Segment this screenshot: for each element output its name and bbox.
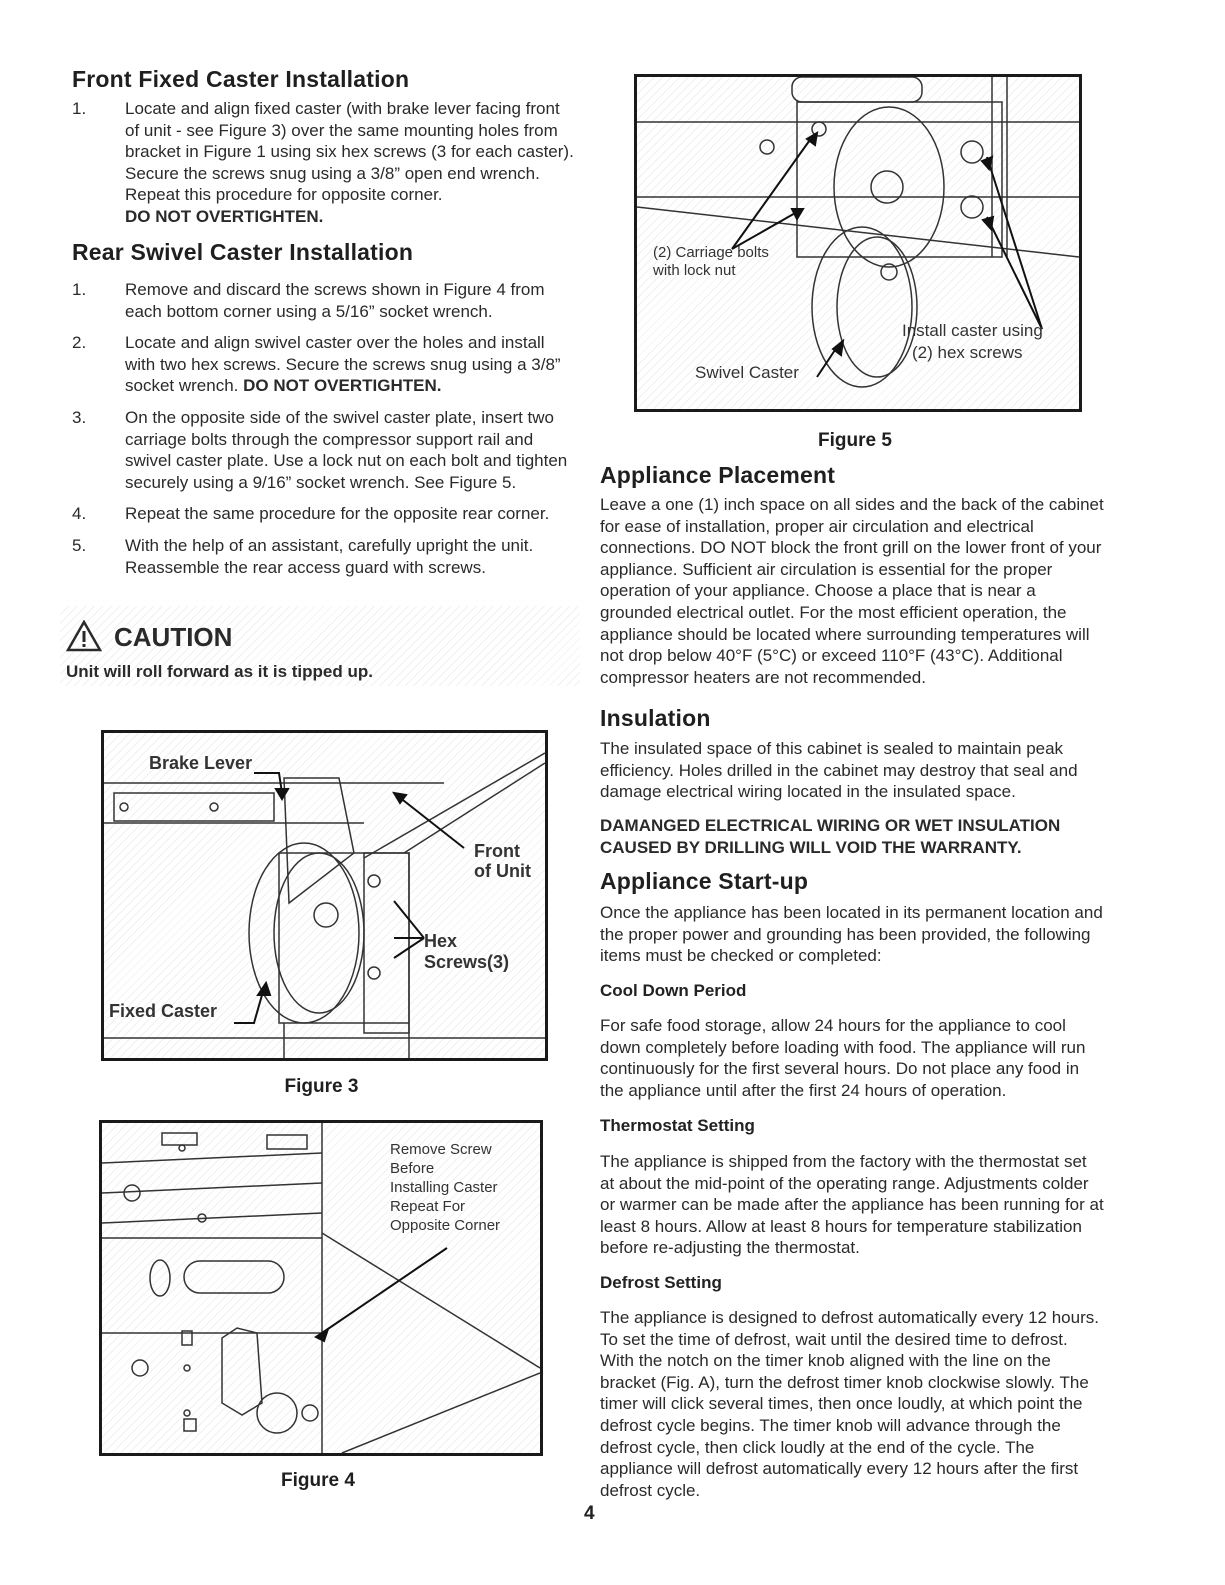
page-number: 4 xyxy=(584,1503,595,1524)
carriage-bolts-label-1: (2) Carriage bolts xyxy=(653,244,769,261)
figure-5-caption: Figure 5 xyxy=(818,430,892,451)
thermostat-title: Thermostat Setting xyxy=(600,1116,755,1135)
caution-title: CAUTION xyxy=(114,622,233,652)
install-caster-label-2: (2) hex screws xyxy=(912,343,1023,362)
front-of-unit-label-2: of Unit xyxy=(474,861,531,881)
figure-4-caption: Figure 4 xyxy=(281,1470,355,1491)
cool-down-text: For safe food storage, allow 24 hours for the appliance to cool down completely before loading with food. The appliance will run continuously for the first several hours. Do not place any food in the appliance until after the first 24 hours of operation. xyxy=(600,1016,1086,1100)
list-item: 1. Remove and discard the screws shown in Figure 4 from each bottom corner using a 5/16” socket wrench. xyxy=(72,280,545,321)
insulation-text: The insulated space of this cabinet is sealed to maintain peak efficiency. Holes drilled in the cabinet may destroy that seal and damage electrical wiring located in the insulated space. xyxy=(600,739,1078,802)
rear-swivel-steps xyxy=(72,279,577,578)
caution-text: Unit will roll forward as it is tipped up. xyxy=(66,662,373,681)
startup-text: Once the appliance has been located in its permanent location and the proper power and grounding has been provided, the following items must be checked or completed: xyxy=(600,903,1103,966)
placement-text: Leave a one (1) inch space on all sides and the back of the cabinet for ease of installation, proper air circulation and electrical connections. DO NOT block the front grill on the lower front of your appliance. Sufficient air circulation is essential for the proper operation of your appliance. Choose a place that is near a grounded electrical outlet. For the most efficient operation, the appliance should be located where surrounding temperatures will not drop below 40°F (5°C) or exceed 110°F (43°C). Additional compressor heaters are not recommended. xyxy=(600,495,1104,687)
front-fixed-title: Front Fixed Caster Installation xyxy=(72,66,410,92)
figure-3-caption: Figure 3 xyxy=(284,1076,359,1097)
install-caster-label-1: Install caster using xyxy=(902,321,1043,340)
list-item: 2. Locate and align swivel caster over the holes and install with two hex screws. Secure the screws snug using a 3/8” socket wrench. DO NOT OVERTIGHTEN. xyxy=(72,333,561,396)
swivel-caster-label: Swivel Caster xyxy=(695,363,799,382)
thermostat-text: The appliance is shipped from the factory with the thermostat set at about the mid-point of the operating range. Adjustments colder or warmer can be made after the appliance has been running for at least 8 hours. Allow at least 8 hours for temperature stabilization before re-adjusting the thermostat. xyxy=(600,1152,1104,1258)
figure-4 xyxy=(99,1120,543,1456)
caution-box xyxy=(60,606,580,686)
defrost-text: The appliance is designed to defrost automatically every 12 hours. To set the time of defrost, wait until the desired time to defrost. With the notch on the timer knob aligned with the line on the bracket (Fig. A), turn the defrost timer knob clockwise slowly. The timer will click several times, then once loudly, at which point the defrost cycle begins. The timer knob will advance through the defrost cycle, then click loudly at the end of the cycle. The appliance will defrost automatically every 12 hours after the first defrost cycle. xyxy=(600,1308,1099,1500)
fixed-caster-label: Fixed Caster xyxy=(109,1001,218,1021)
list-item: 4. Repeat the same procedure for the opposite rear corner. xyxy=(72,504,550,524)
carriage-bolts-label-2: with lock nut xyxy=(653,262,736,279)
placement-title: Appliance Placement xyxy=(600,462,836,488)
insulation-title: Insulation xyxy=(600,705,711,731)
hex-screws-label: Hex Screws(3) xyxy=(424,931,510,972)
figure-5 xyxy=(634,74,1082,412)
startup-title: Appliance Start-up xyxy=(600,868,809,894)
front-fixed-steps xyxy=(72,98,577,228)
list-item: 5. With the help of an assistant, carefully upright the unit. Reassemble the rear access guard with screws. xyxy=(72,535,534,577)
defrost-title: Defrost Setting xyxy=(600,1273,722,1292)
warning-triangle-icon xyxy=(66,620,102,652)
figure-3 xyxy=(101,730,548,1061)
rear-swivel-title: Rear Swivel Caster Installation xyxy=(72,239,414,265)
insulation-warning: DAMANGED ELECTRICAL WIRING OR WET INSULATION CAUSED BY DRILLING WILL VOID THE WARRANTY. xyxy=(600,816,1061,857)
front-of-unit-label-1: Front xyxy=(474,841,520,861)
remove-screw-callout: Remove Screw Before Installing Caster Repeat For Opposite Corner xyxy=(390,1141,501,1234)
list-item: 3. On the opposite side of the swivel caster plate, insert two carriage bolts through the compressor support rail and swivel caster plate. Use a lock nut on each bolt and tighten securely using a 9/16” socket wrench. See Figure 5. xyxy=(72,407,568,492)
brake-lever-label: Brake Lever xyxy=(149,753,253,773)
cool-down-title: Cool Down Period xyxy=(600,981,747,1000)
list-item: 1. Locate and align fixed caster (with brake lever facing front of unit - see Figure 3) over the same mounting holes from bracket in Figure 1 using six hex screws (3 for each caster). Secure the screws snug using a 3/8” open end wrench. Repeat this procedure for opposite corner. DO NOT OVERTIGHTEN. xyxy=(72,99,574,226)
